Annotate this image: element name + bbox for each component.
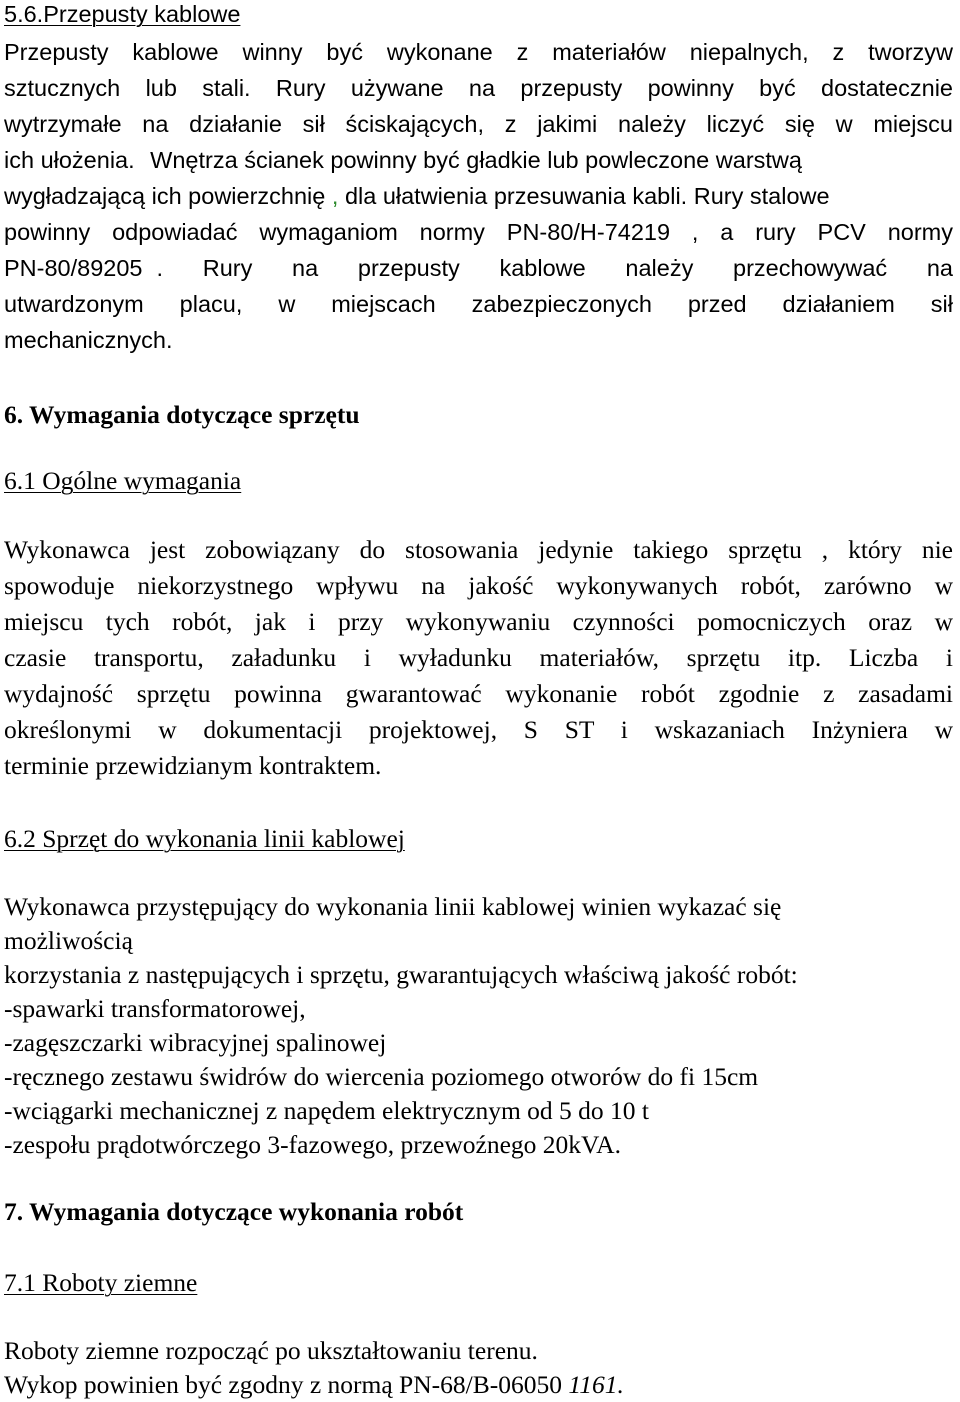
section-6-1-line-6: określonymi w dokumentacji projektowej, S ST i wskazaniach Inżyniera w	[4, 715, 953, 744]
section-5-6-line-7	[4, 257, 953, 281]
section-6-2-list-item: -zagęszczarki wibracyjnej spalinowej	[4, 1028, 387, 1057]
section-6-1-line-2: spowoduje niekorzystnego wpływu na jakość wykonywanych robót, zarówno w	[4, 571, 953, 600]
section-6-2-line-3: korzystania z następujących i sprzętu, gwarantujących właściwą jakość robót:	[4, 960, 798, 989]
section-6-2-line-1: Wykonawca przystępujący do wykonania linii kablowej winien wykazać się	[4, 892, 782, 921]
section-5-6-line-8: utwardzonym placu, w miejscach zabezpieczonych przed działaniem sił	[4, 291, 953, 317]
section-5-6-line-5b: dla ułatwienia przesuwania kabli.	[344, 183, 688, 209]
section-7-heading: 7. Wymagania dotyczące wykonania robót	[4, 1197, 464, 1226]
section-6-1-heading: 6.1 Ogólne wymagania	[4, 466, 242, 495]
section-5-6-line-5c: Rury stalowe	[693, 183, 830, 209]
section-5-6-line-5a: wygładzającą ich powierzchnię	[4, 183, 326, 209]
section-5-6-line-7a: PN-80/89205	[4, 255, 143, 281]
section-6-heading: 6. Wymagania dotyczące sprzętu	[4, 400, 360, 429]
section-6-1-line-1: Wykonawca jest zobowiązany do stosowania jedynie takiego sprzętu , który nie	[4, 535, 953, 564]
section-7-1-norm-number: 1161.	[568, 1370, 624, 1399]
section-5-6-line-4a: ich ułożenia.	[4, 147, 135, 173]
section-6-2-list-item: -spawarki transformatorowej,	[4, 994, 306, 1023]
section-5-6-line-2: sztucznych lub stali. Rury używane na przepusty powinny być dostatecznie	[4, 75, 953, 101]
section-6-2-line-2: możliwością	[4, 926, 133, 955]
section-5-6-line-4	[4, 149, 802, 173]
section-7-1-line-1: Roboty ziemne rozpocząć po ukształtowaniu terenu.	[4, 1336, 538, 1365]
section-5-6-heading: 5.6.Przepusty kablowe	[4, 1, 241, 27]
section-6-1-line-4: czasie transportu, załadunku i wyładunku materiałów, sprzętu itp. Liczba i	[4, 643, 953, 672]
section-6-2-list-item: -wciągarki mechanicznej z napędem elektrycznym od 5 do 10 t	[4, 1096, 650, 1125]
section-6-1-line-3: miejscu tych robót, jak i przy wykonywaniu czynności pomocniczych oraz w	[4, 607, 953, 636]
section-5-6-green-comma: ,	[331, 183, 339, 209]
section-7-1-heading: 7.1 Roboty ziemne	[4, 1268, 198, 1297]
section-6-1-line-5: wydajność sprzętu powinna gwarantować wykonanie robót zgodnie z zasadami	[4, 679, 953, 708]
section-5-6-line-4b: Wnętrza ścianek powinny być gładkie lub powleczone warstwą	[150, 147, 802, 173]
section-6-2-list-item: -zespołu prądotwórczego 3-fazowego, przewoźnego 20kVA.	[4, 1130, 621, 1159]
section-5-6-line-5	[4, 185, 830, 209]
section-5-6-line-9: mechanicznych.	[4, 327, 173, 353]
section-5-6-line-6: powinny odpowiadać wymaganiom normy PN-80/H-74219 , a rury PCV normy	[4, 219, 953, 245]
section-7-1-line-2	[4, 1372, 624, 1398]
section-6-1-line-7: terminie przewidzianym kontraktem.	[4, 751, 382, 780]
section-5-6-line-1: Przepusty kablowe winny być wykonane z materiałów niepalnych, z tworzyw	[4, 39, 953, 65]
section-6-2-list-item: -ręcznego zestawu świdrów do wiercenia poziomego otworów do fi 15cm	[4, 1062, 759, 1091]
section-7-1-line-2a: Wykop powinien być zgodny z normą PN-68/B-06050	[4, 1370, 562, 1399]
section-5-6-line-3: wytrzymałe na działanie sił ściskających, z jakimi należy liczyć się w miejscu	[4, 111, 953, 137]
section-6-2-heading: 6.2 Sprzęt do wykonania linii kablowej	[4, 824, 405, 853]
section-5-6-line-7b: . Rury na przepusty kablowe należy przechowywać na	[156, 255, 953, 281]
